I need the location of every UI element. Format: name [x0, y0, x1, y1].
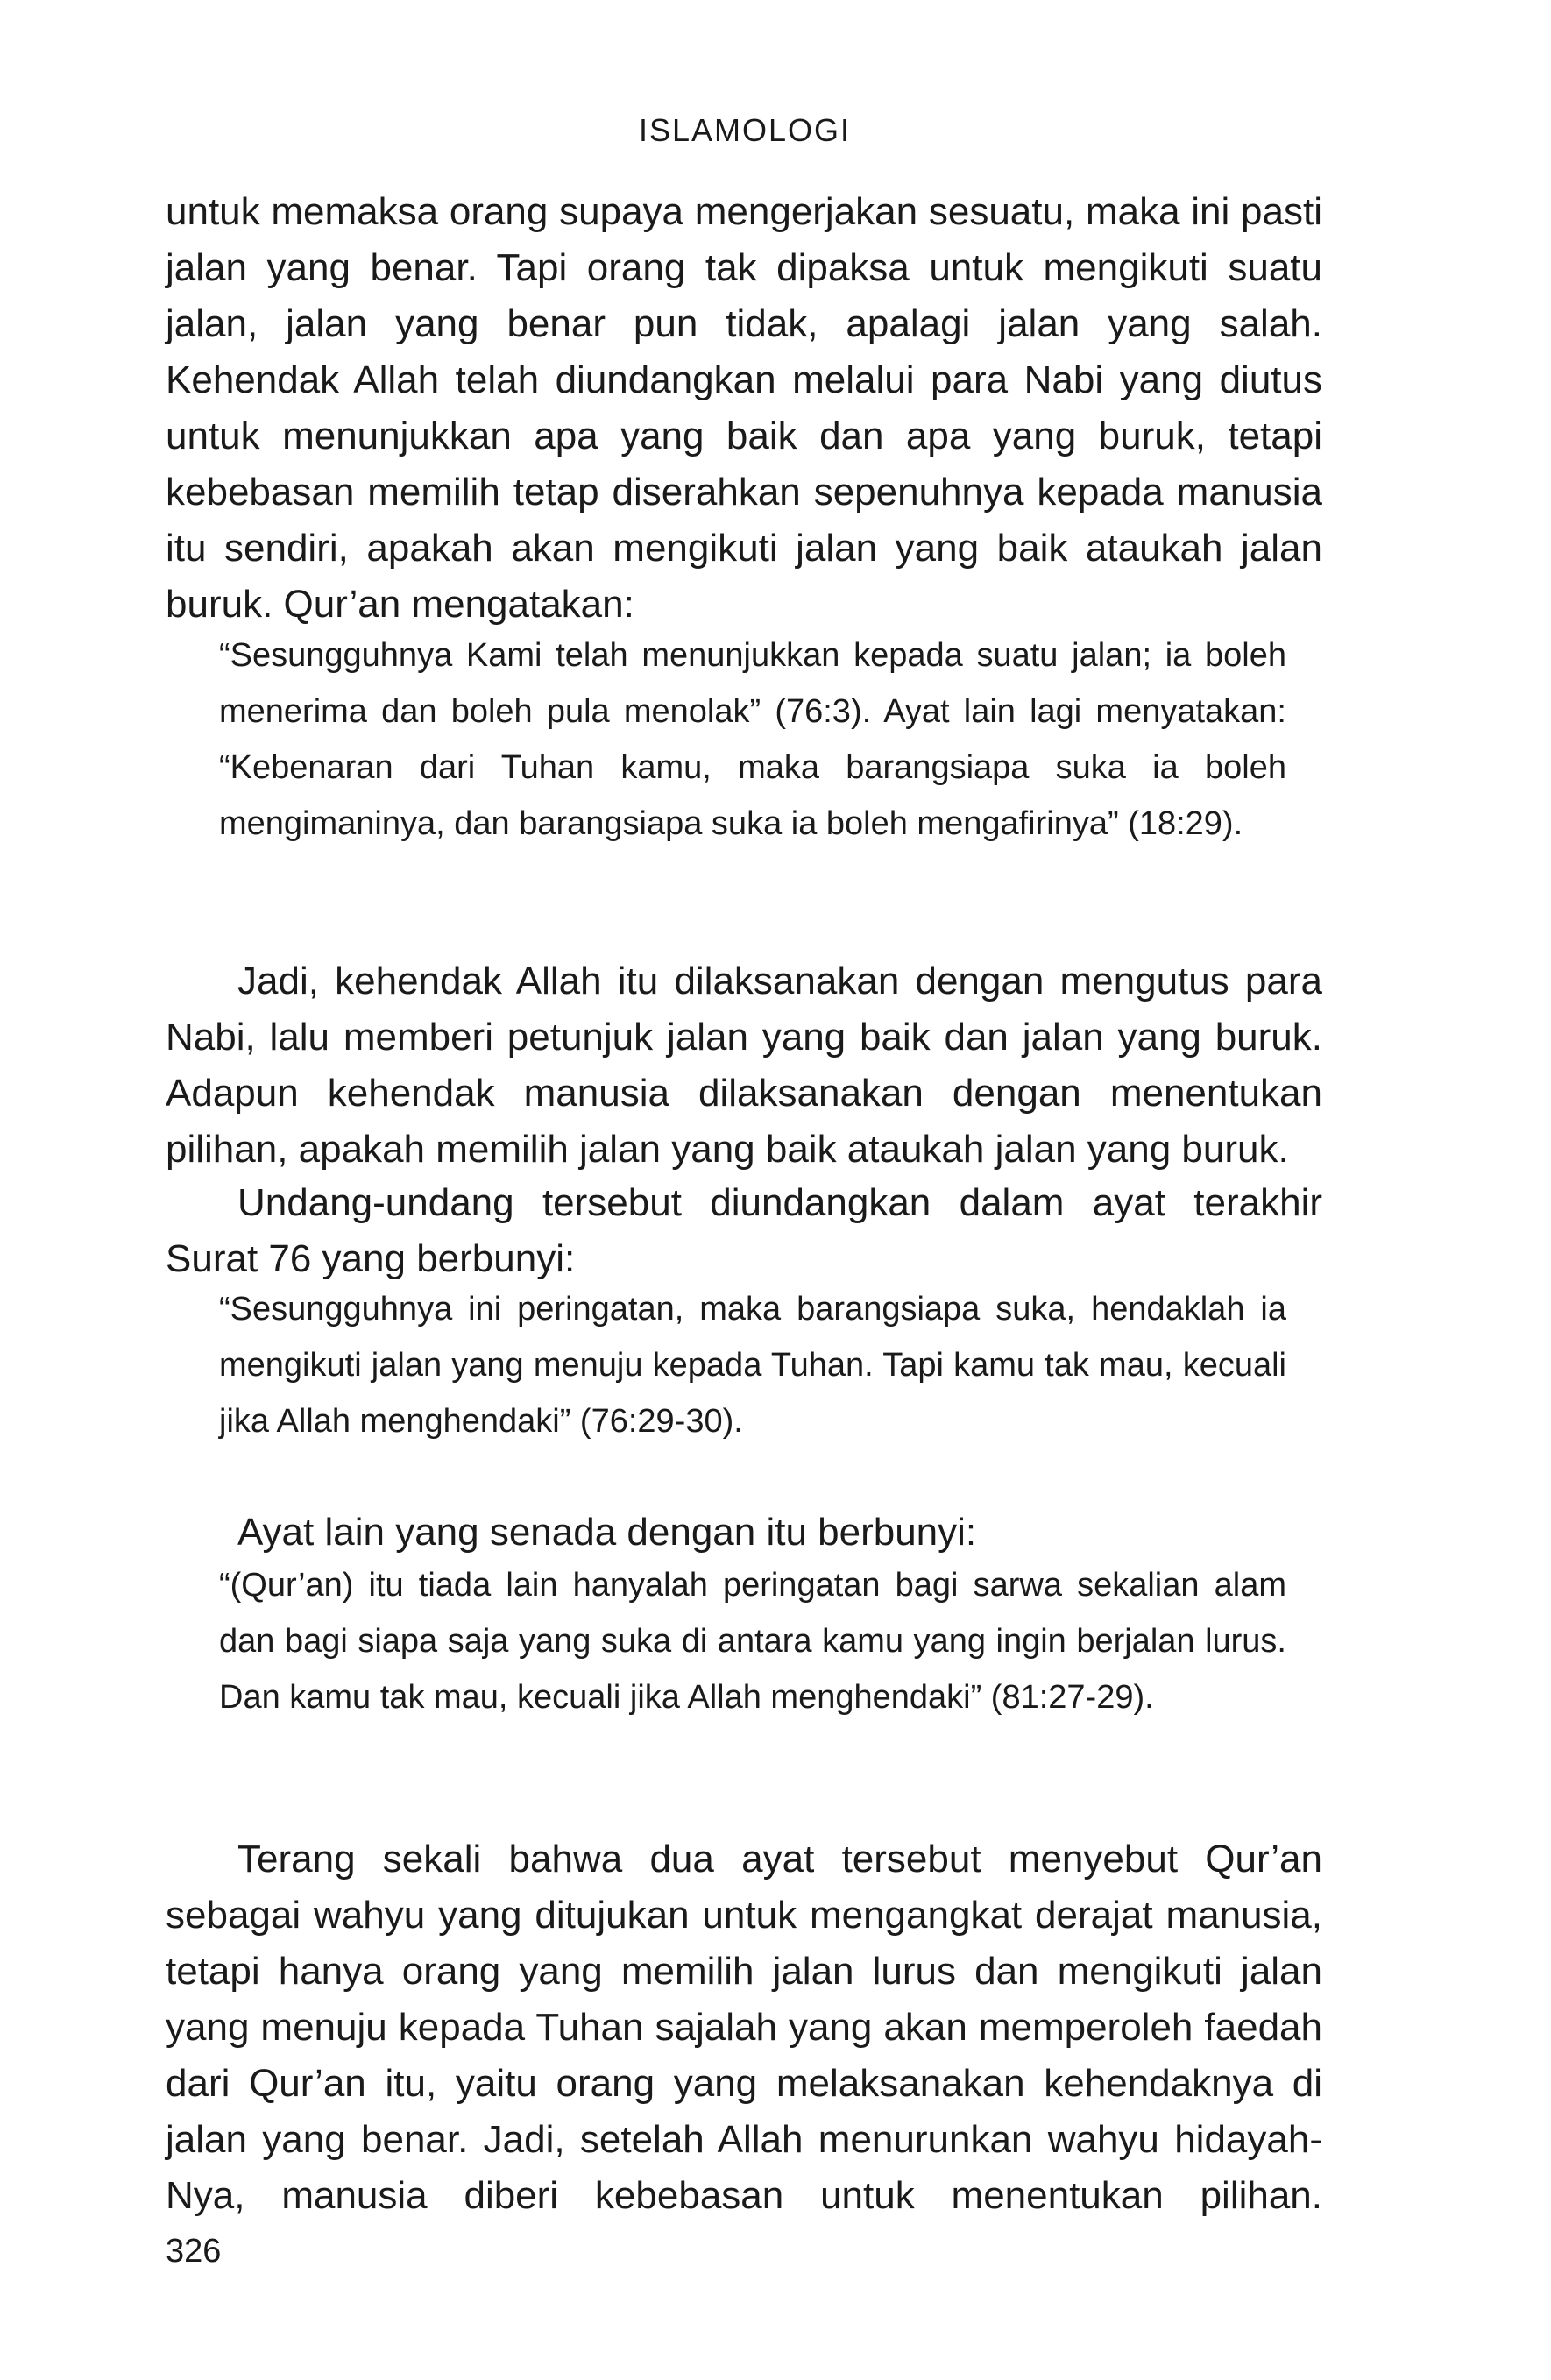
paragraph-body-5: Terang sekali bahwa dua ayat tersebut menyebut Qur’an sebagai wahyu yang ditujukan untuk mengangkat derajat manusia, tetapi hanya orang yang memilih jalan lurus dan mengikuti jalan yang menuju kepada Tuhan sajalah yang akan memperoleh faedah dari Qur’an itu, yaitu orang yang melaksanakan kehendaknya di jalan yang benar. Jadi, setelah Allah menurunkan wahyu hidayah-Nya, manusia diberi kebebasan untuk menentukan pilihan. [166, 1838, 1322, 2217]
block-quote-1: “Sesungguhnya Kami telah menunjukkan kepada suatu jalan; ia boleh menerima dan boleh pula menolak” (76:3). Ayat lain lagi menyatakan: “Kebenaran dari Tuhan kamu, maka barangsiapa suka ia boleh mengimaninya, dan barangsiapa suka ia boleh mengafirinya” (18:29). [219, 637, 1286, 842]
paragraph-body-1: untuk memaksa orang supaya mengerjakan sesuatu, maka ini pasti jalan yang benar. Tapi orang tak dipaksa untuk mengikuti suatu jalan, jalan yang benar pun tidak, apalagi jalan yang salah. Kehendak Allah telah diundangkan melalui para Nabi yang diutus untuk menunjukkan apa yang baik dan apa yang buruk, tetapi kebebasan memilih tetap diserahkan sepenuhnya kepada manusia itu sendiri, apakah akan mengikuti jalan yang baik ataukah jalan buruk. Qur’an mengatakan: [166, 190, 1322, 626]
paragraph-body-2: Jadi, kehendak Allah itu dilaksanakan dengan mengutus para Nabi, lalu memberi petunjuk jalan yang baik dan jalan yang buruk. Adapun kehendak manusia dilaksanakan dengan menentukan pilihan, apakah memilih jalan yang baik ataukah jalan yang buruk. [166, 960, 1322, 1171]
block-quote-3: “(Qur’an) itu tiada lain hanyalah peringatan bagi sarwa sekalian alam dan bagi siapa saja yang suka di antara kamu yang ingin berjalan lurus. Dan kamu tak mau, kecuali jika Allah menghendaki” (81:27-29). [219, 1567, 1286, 1716]
page-number: 326 [166, 2233, 222, 2270]
paragraph-body-3: Undang-undang tersebut diundangkan dalam ayat terakhir Surat 76 yang berbunyi: [166, 1181, 1322, 1280]
running-head: ISLAMOLOGI [638, 112, 852, 148]
paragraph-body-4: Ayat lain yang senada dengan itu berbunyi: [237, 1511, 977, 1554]
block-quote-2: “Sesungguhnya ini peringatan, maka barangsiapa suka, hendaklah ia mengikuti jalan yang menuju kepada Tuhan. Tapi kamu tak mau, kecuali jika Allah menghendaki” (76:29-30). [219, 1291, 1286, 1440]
